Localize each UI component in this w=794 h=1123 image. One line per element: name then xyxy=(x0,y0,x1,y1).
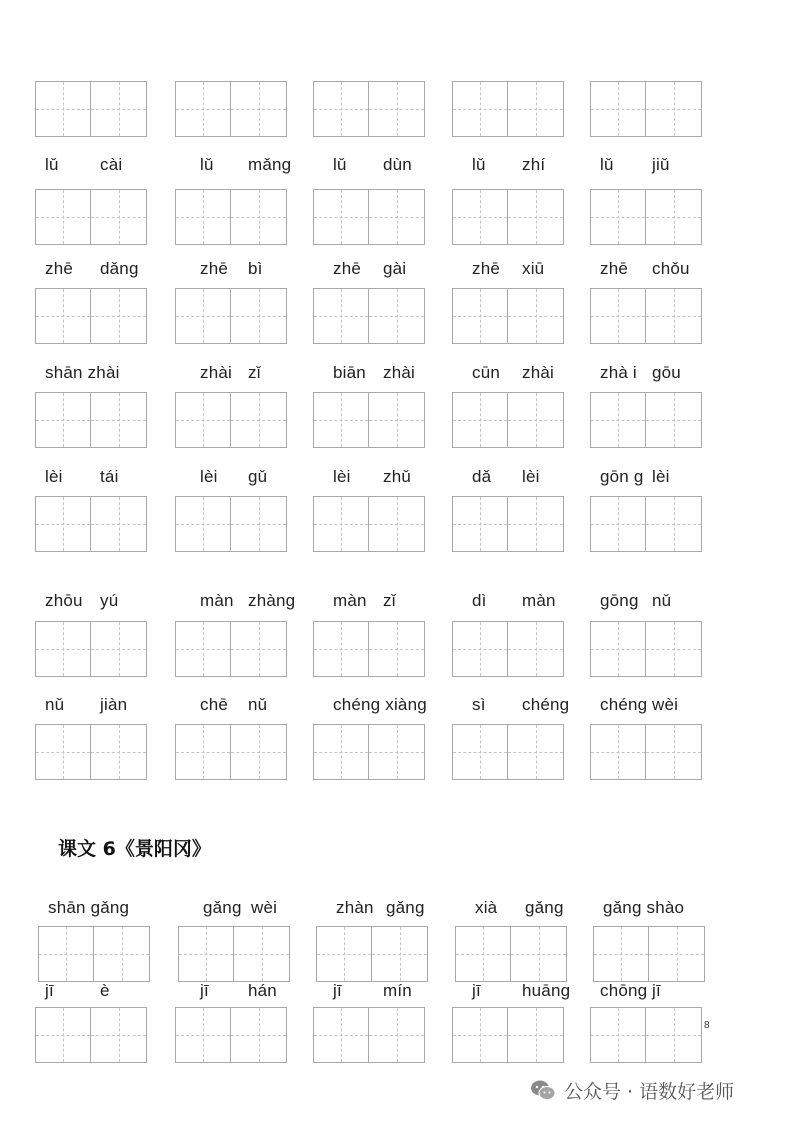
pinyin-label: jiǔ xyxy=(652,155,670,174)
writing-box[interactable] xyxy=(313,392,425,448)
character-cell[interactable] xyxy=(508,393,563,447)
writing-box[interactable] xyxy=(590,724,702,780)
pinyin-label: gōu xyxy=(652,363,681,382)
writing-box[interactable] xyxy=(178,926,290,982)
pinyin-label: zhài xyxy=(383,363,415,382)
character-cell[interactable] xyxy=(646,622,701,676)
pinyin-label: lèi xyxy=(45,467,63,486)
pinyin-label: zhài xyxy=(200,363,232,382)
character-cell[interactable] xyxy=(36,82,91,136)
writing-box[interactable] xyxy=(175,724,287,780)
pinyin-label: shān gǎng xyxy=(48,898,130,917)
pinyin-label: màn xyxy=(200,591,234,610)
character-cell[interactable] xyxy=(453,82,508,136)
character-cell[interactable] xyxy=(369,289,424,343)
pinyin-label: gǎng shào xyxy=(603,898,685,917)
pinyin-label: gài xyxy=(383,259,407,278)
writing-box[interactable] xyxy=(316,926,428,982)
pinyin-label: dǎng xyxy=(100,259,139,278)
writing-box[interactable] xyxy=(593,926,705,982)
pinyin-label: chē xyxy=(200,695,229,714)
character-cell[interactable] xyxy=(91,393,146,447)
character-cell[interactable] xyxy=(508,622,563,676)
character-cell[interactable] xyxy=(591,393,646,447)
character-cell[interactable] xyxy=(369,393,424,447)
character-cell[interactable] xyxy=(176,289,231,343)
character-cell[interactable] xyxy=(591,497,646,551)
writing-box[interactable] xyxy=(590,621,702,677)
character-cell[interactable] xyxy=(176,82,231,136)
writing-box[interactable] xyxy=(590,81,702,137)
character-cell[interactable] xyxy=(369,1008,424,1062)
writing-box[interactable] xyxy=(175,81,287,137)
pinyin-label: chéng xiàng xyxy=(333,695,427,714)
pinyin-label: jī xyxy=(472,981,481,1000)
writing-box[interactable] xyxy=(175,189,287,245)
pinyin-label: bì xyxy=(248,259,263,278)
character-cell[interactable] xyxy=(231,190,286,244)
writing-box[interactable] xyxy=(452,288,564,344)
pinyin-label: biān xyxy=(333,363,366,382)
writing-box[interactable] xyxy=(452,621,564,677)
pinyin-label: gǔ xyxy=(248,467,268,486)
pinyin-label: lèi xyxy=(522,467,540,486)
writing-box[interactable] xyxy=(35,288,147,344)
writing-box[interactable] xyxy=(35,1007,147,1063)
character-cell[interactable] xyxy=(36,725,91,779)
pinyin-label: shān zhài xyxy=(45,363,120,382)
character-cell[interactable] xyxy=(314,82,369,136)
character-cell[interactable] xyxy=(317,927,372,981)
character-cell[interactable] xyxy=(176,725,231,779)
character-cell[interactable] xyxy=(369,190,424,244)
character-cell[interactable] xyxy=(91,622,146,676)
pinyin-label: mǎng xyxy=(248,155,292,174)
character-cell[interactable] xyxy=(646,82,701,136)
character-cell[interactable] xyxy=(314,622,369,676)
character-cell[interactable] xyxy=(591,622,646,676)
character-cell[interactable] xyxy=(646,497,701,551)
pinyin-label: mín xyxy=(383,981,412,1000)
character-cell[interactable] xyxy=(591,1008,646,1062)
character-cell[interactable] xyxy=(508,725,563,779)
pinyin-label: lǔ xyxy=(472,155,486,174)
writing-box[interactable] xyxy=(175,1007,287,1063)
character-cell[interactable] xyxy=(646,725,701,779)
character-cell[interactable] xyxy=(591,82,646,136)
pinyin-label: jiàn xyxy=(100,695,128,714)
pinyin-label: sì xyxy=(472,695,486,714)
character-cell[interactable] xyxy=(508,289,563,343)
character-cell[interactable] xyxy=(231,82,286,136)
pinyin-label: zhē xyxy=(472,259,501,278)
character-cell[interactable] xyxy=(231,393,286,447)
character-cell[interactable] xyxy=(591,190,646,244)
character-cell[interactable] xyxy=(369,622,424,676)
character-cell[interactable] xyxy=(508,497,563,551)
character-cell[interactable] xyxy=(176,497,231,551)
pinyin-label: jī xyxy=(200,981,209,1000)
character-cell[interactable] xyxy=(646,289,701,343)
pinyin-label: chéng xyxy=(600,695,648,714)
character-cell[interactable] xyxy=(231,289,286,343)
pinyin-label: gǎng xyxy=(525,898,564,917)
pinyin-label: huāng xyxy=(522,981,571,1000)
writing-box[interactable] xyxy=(38,926,150,982)
writing-box[interactable] xyxy=(35,392,147,448)
character-cell[interactable] xyxy=(91,190,146,244)
character-cell[interactable] xyxy=(231,725,286,779)
pinyin-label: zhí xyxy=(522,155,546,174)
pinyin-label: zhē xyxy=(333,259,362,278)
character-cell[interactable] xyxy=(314,725,369,779)
character-cell[interactable] xyxy=(94,927,149,981)
character-cell[interactable] xyxy=(91,82,146,136)
character-cell[interactable] xyxy=(453,725,508,779)
pinyin-label: zhē xyxy=(600,259,629,278)
pinyin-label: dǎ xyxy=(472,467,492,486)
pinyin-label: zhàng xyxy=(248,591,296,610)
character-cell[interactable] xyxy=(36,497,91,551)
character-cell[interactable] xyxy=(231,497,286,551)
character-cell[interactable] xyxy=(36,393,91,447)
pinyin-label: xià xyxy=(475,898,498,917)
character-cell[interactable] xyxy=(369,725,424,779)
pinyin-label: jī xyxy=(333,981,342,1000)
pinyin-label: zǐ xyxy=(383,591,396,610)
pinyin-label: zhē xyxy=(200,259,229,278)
character-cell[interactable] xyxy=(508,82,563,136)
character-cell[interactable] xyxy=(91,725,146,779)
pinyin-label: è xyxy=(100,981,110,1000)
pinyin-label: tái xyxy=(100,467,119,486)
writing-box[interactable] xyxy=(452,724,564,780)
pinyin-label: dùn xyxy=(383,155,412,174)
writing-box[interactable] xyxy=(590,392,702,448)
pinyin-label: gǎng xyxy=(203,898,242,917)
character-cell[interactable] xyxy=(179,927,234,981)
pinyin-label: chōng xyxy=(600,981,648,1000)
character-cell[interactable] xyxy=(508,190,563,244)
writing-box[interactable] xyxy=(35,189,147,245)
character-cell[interactable] xyxy=(453,497,508,551)
writing-box[interactable] xyxy=(452,1007,564,1063)
pinyin-label: jī xyxy=(45,981,54,1000)
pinyin-label: zhàn xyxy=(336,898,374,917)
footer-watermark xyxy=(530,1077,734,1103)
writing-box[interactable] xyxy=(35,81,147,137)
character-cell[interactable] xyxy=(314,190,369,244)
character-cell[interactable] xyxy=(91,1008,146,1062)
pinyin-label: màn xyxy=(333,591,367,610)
pinyin-label: lèi xyxy=(200,467,218,486)
writing-box[interactable] xyxy=(590,496,702,552)
writing-box[interactable] xyxy=(590,288,702,344)
character-cell[interactable] xyxy=(508,1008,563,1062)
character-cell[interactable] xyxy=(456,927,511,981)
character-cell[interactable] xyxy=(36,622,91,676)
pinyin-label: zhài xyxy=(522,363,554,382)
pinyin-label: zhǔ xyxy=(383,467,412,486)
character-cell[interactable] xyxy=(231,622,286,676)
pinyin-label: nǔ xyxy=(248,695,268,714)
character-cell[interactable] xyxy=(36,1008,91,1062)
writing-box[interactable] xyxy=(452,81,564,137)
pinyin-label: chéng xyxy=(522,695,570,714)
character-cell[interactable] xyxy=(231,1008,286,1062)
pinyin-label: hán xyxy=(248,981,277,1000)
writing-box[interactable] xyxy=(35,621,147,677)
character-cell[interactable] xyxy=(176,190,231,244)
pinyin-label: lèi xyxy=(652,467,670,486)
character-cell[interactable] xyxy=(646,393,701,447)
character-cell[interactable] xyxy=(649,927,704,981)
writing-box[interactable] xyxy=(590,189,702,245)
pinyin-label: cūn xyxy=(472,363,501,382)
character-cell[interactable] xyxy=(36,289,91,343)
pinyin-label: gōn g xyxy=(600,467,644,486)
writing-box[interactable] xyxy=(452,496,564,552)
writing-box[interactable] xyxy=(175,288,287,344)
pinyin-label: lǔ xyxy=(600,155,614,174)
writing-box[interactable] xyxy=(455,926,567,982)
writing-box[interactable] xyxy=(590,1007,702,1063)
writing-box[interactable] xyxy=(313,288,425,344)
pinyin-label: wèi xyxy=(251,898,278,917)
character-cell[interactable] xyxy=(646,1008,701,1062)
pinyin-label: gōng xyxy=(600,591,639,610)
pinyin-label: zhē xyxy=(45,259,74,278)
character-cell[interactable] xyxy=(591,725,646,779)
character-cell[interactable] xyxy=(91,497,146,551)
pinyin-label: lǔ xyxy=(333,155,347,174)
character-cell[interactable] xyxy=(314,497,369,551)
pinyin-label: nǔ xyxy=(652,591,672,610)
pinyin-label: xiū xyxy=(522,259,545,278)
pinyin-label: gǎng xyxy=(386,898,425,917)
character-cell[interactable] xyxy=(36,190,91,244)
pinyin-label: nǔ xyxy=(45,695,65,714)
character-cell[interactable] xyxy=(314,289,369,343)
pinyin-label: zhōu xyxy=(45,591,83,610)
writing-box[interactable] xyxy=(313,189,425,245)
character-cell[interactable] xyxy=(369,82,424,136)
writing-box[interactable] xyxy=(175,392,287,448)
pinyin-label: lèi xyxy=(333,467,351,486)
pinyin-label: wèi xyxy=(652,695,679,714)
writing-box[interactable] xyxy=(35,496,147,552)
character-cell[interactable] xyxy=(314,1008,369,1062)
character-cell[interactable] xyxy=(511,927,566,981)
pinyin-label: zhà i xyxy=(600,363,637,382)
pinyin-label: yú xyxy=(100,591,119,610)
character-cell[interactable] xyxy=(372,927,427,981)
writing-box[interactable] xyxy=(35,724,147,780)
character-cell[interactable] xyxy=(453,289,508,343)
character-cell[interactable] xyxy=(453,393,508,447)
character-cell[interactable] xyxy=(594,927,649,981)
wechat-icon xyxy=(530,1079,556,1101)
writing-box[interactable] xyxy=(313,81,425,137)
page-number: 8 xyxy=(704,1020,710,1031)
pinyin-label: cài xyxy=(100,155,123,174)
character-cell[interactable] xyxy=(91,289,146,343)
character-cell[interactable] xyxy=(646,190,701,244)
writing-box[interactable] xyxy=(313,621,425,677)
character-cell[interactable] xyxy=(176,622,231,676)
writing-box[interactable] xyxy=(313,1007,425,1063)
character-cell[interactable] xyxy=(176,1008,231,1062)
writing-box[interactable] xyxy=(313,496,425,552)
character-cell[interactable] xyxy=(314,393,369,447)
character-cell[interactable] xyxy=(453,1008,508,1062)
pinyin-label: lǔ xyxy=(45,155,59,174)
character-cell[interactable] xyxy=(453,622,508,676)
character-cell[interactable] xyxy=(176,393,231,447)
pinyin-label: lǔ xyxy=(200,155,214,174)
character-cell[interactable] xyxy=(369,497,424,551)
writing-box[interactable] xyxy=(452,189,564,245)
writing-box[interactable] xyxy=(175,621,287,677)
character-cell[interactable] xyxy=(453,190,508,244)
pinyin-label: màn xyxy=(522,591,556,610)
lesson-heading: 课文 6《景阳冈》 xyxy=(58,838,211,860)
pinyin-label: zǐ xyxy=(248,363,261,382)
character-cell[interactable] xyxy=(591,289,646,343)
character-cell[interactable] xyxy=(234,927,289,981)
writing-box[interactable] xyxy=(313,724,425,780)
writing-box[interactable] xyxy=(452,392,564,448)
writing-box[interactable] xyxy=(175,496,287,552)
footer-account: 公众号 · 语数好老师 xyxy=(564,1080,735,1103)
pinyin-label: jī xyxy=(652,981,661,1000)
pinyin-label: chǒu xyxy=(652,259,690,278)
pinyin-label: dì xyxy=(472,591,487,610)
character-cell[interactable] xyxy=(39,927,94,981)
